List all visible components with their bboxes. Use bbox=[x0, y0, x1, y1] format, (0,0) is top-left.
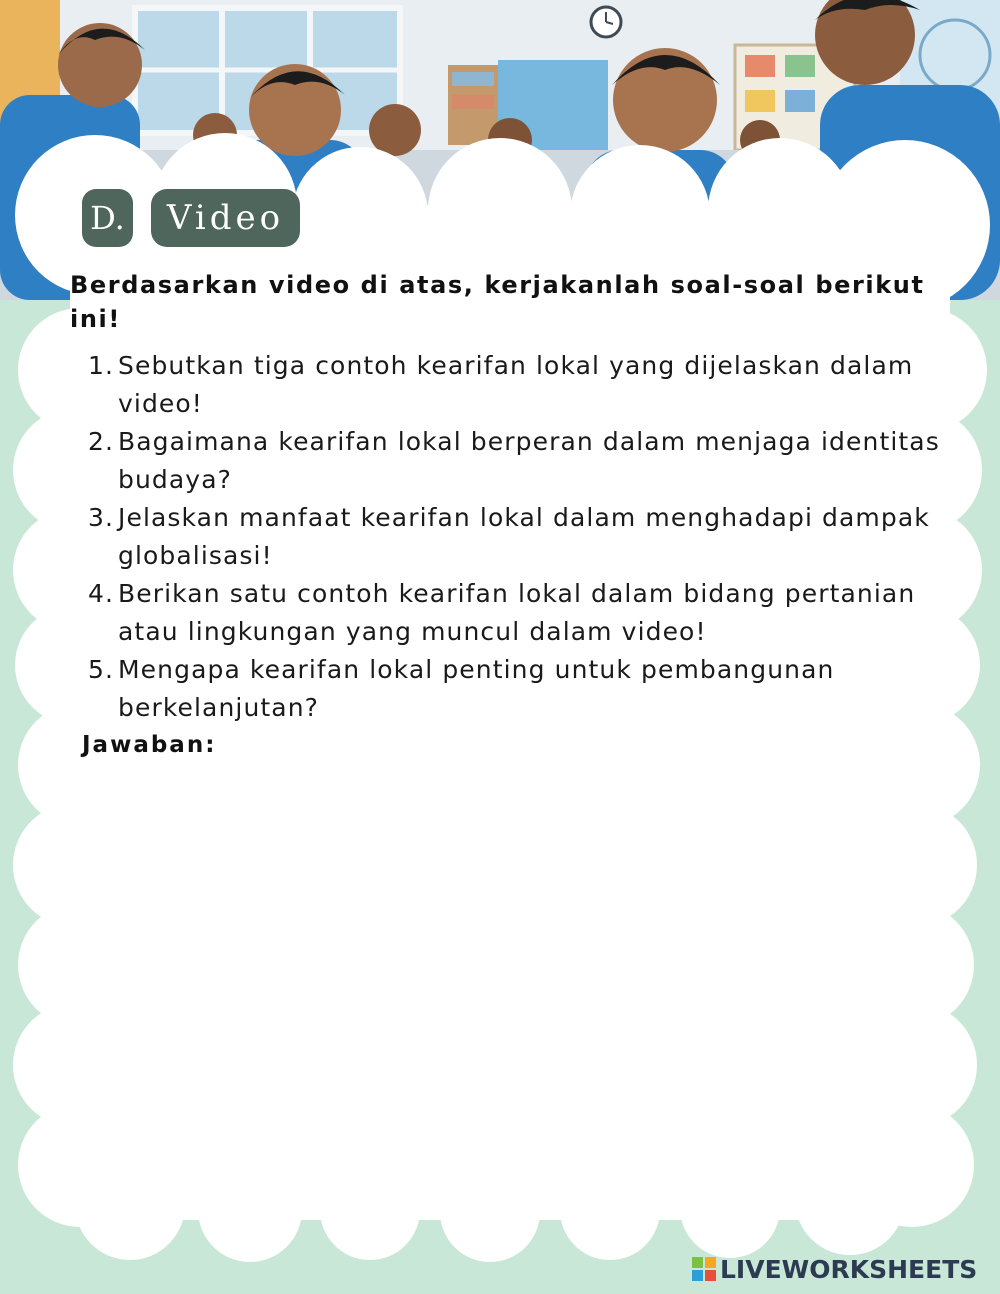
question-number: 4. bbox=[88, 579, 115, 608]
question-item bbox=[88, 347, 978, 423]
question-text: Berikan satu contoh kearifan lokal dalam bidang pertanian atau lingkungan yang muncul dalam video! bbox=[118, 579, 916, 646]
question-item bbox=[88, 423, 978, 499]
question-text: Sebutkan tiga contoh kearifan lokal yang dijelaskan dalam video! bbox=[118, 351, 914, 418]
question-list bbox=[88, 347, 978, 727]
question-number: 2. bbox=[88, 427, 115, 456]
question-item bbox=[88, 499, 978, 575]
question-number: 1. bbox=[88, 351, 115, 380]
question-text: Mengapa kearifan lokal penting untuk pembangunan berkelanjutan? bbox=[118, 655, 835, 722]
section-letter-badge: D. bbox=[82, 189, 133, 247]
brand-name: LIVEWORKSHEETS bbox=[720, 1254, 978, 1284]
question-item bbox=[88, 575, 978, 651]
question-text: Jelaskan manfaat kearifan lokal dalam menghadapi dampak globalisasi! bbox=[118, 503, 930, 570]
question-number: 3. bbox=[88, 503, 115, 532]
liveworksheets-logo-icon bbox=[692, 1257, 716, 1281]
section-title-badge: Video bbox=[151, 189, 300, 247]
liveworksheets-brand[interactable] bbox=[692, 1252, 977, 1286]
answer-label: Jawaban: bbox=[82, 732, 217, 758]
instruction-text: Berdasarkan video di atas, kerjakanlah soal-soal berikut ini! bbox=[70, 271, 925, 333]
question-number: 5. bbox=[88, 655, 115, 684]
question-text: Bagaimana kearifan lokal berperan dalam menjaga identitas budaya? bbox=[118, 427, 940, 494]
question-item bbox=[88, 651, 978, 727]
